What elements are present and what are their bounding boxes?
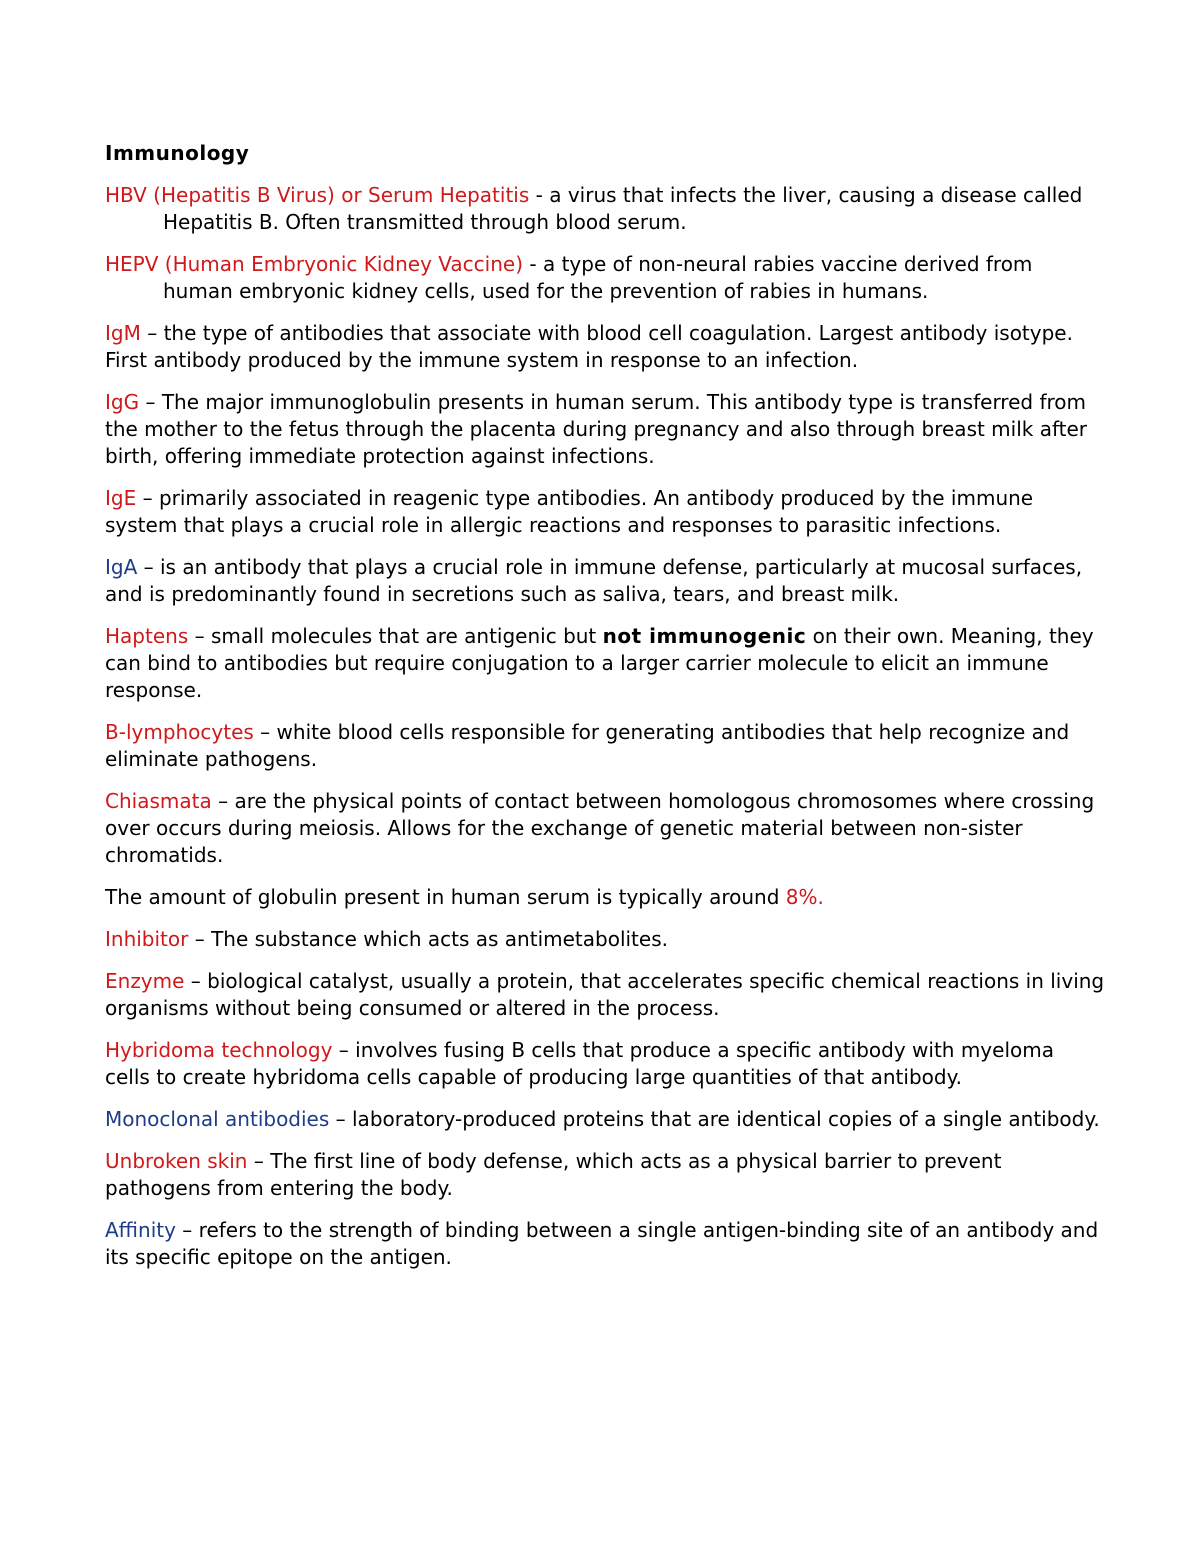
definition-haptens-emphasis: not immunogenic: [602, 624, 807, 648]
definition-inhibitor: The substance which acts as antimetabolites.: [211, 927, 668, 951]
definition-ige: primarily associated in reagenic type antibodies. An antibody produced by the immune system that plays a crucial role in allergic reactions and responses to parasitic infections.: [105, 486, 1034, 537]
term-enzyme: Enzyme: [105, 969, 185, 993]
document-page: [105, 138, 1105, 1286]
entry-igm: [105, 320, 1105, 374]
separator: –: [175, 1218, 199, 1242]
separator: –: [332, 1038, 356, 1062]
globulin-percentage: 8%.: [785, 885, 824, 909]
term-hbv: HBV (Hepatitis B Virus) or Serum Hepatitis: [105, 183, 530, 207]
entry-unbroken-skin: [105, 1148, 1105, 1202]
definition-hepv: a type of non-neural rabies vaccine derived from human embryonic kidney cells, used for the prevention of rabies in humans.: [163, 252, 1033, 303]
definition-igg: The major immunoglobulin presents in human serum. This antibody type is transferred from the mother to the fetus through the placenta during pregnancy and also through breast milk after birth, offering immediate protection against infections.: [105, 390, 1088, 468]
page-title: Immunology: [105, 141, 250, 165]
definition-monoclonal: laboratory-produced proteins that are identical copies of a single antibody.: [352, 1107, 1100, 1131]
term-unbroken-skin: Unbroken skin: [105, 1149, 248, 1173]
term-hepv: HEPV (Human Embryonic Kidney Vaccine): [105, 252, 524, 276]
separator: –: [329, 1107, 352, 1131]
definition-iga: is an antibody that plays a crucial role in immune defense, particularly at mucosal surfaces, and is predominantly found in secretions such as saliva, tears, and breast milk.: [105, 555, 1083, 606]
definition-igm: the type of antibodies that associate with blood cell coagulation. Largest antibody isotype. First antibody produced by the immune system in response to an infection.: [105, 321, 1073, 372]
entry-hbv: [105, 182, 1105, 236]
entry-inhibitor: [105, 926, 1105, 953]
separator: –: [188, 927, 212, 951]
entry-haptens: [105, 623, 1105, 704]
entry-iga: [105, 554, 1105, 608]
entry-igg: [105, 389, 1105, 470]
term-haptens: Haptens: [105, 624, 189, 648]
entry-b-lymphocytes: [105, 719, 1105, 773]
entry-hepv: [105, 251, 1105, 305]
separator: –: [136, 486, 159, 510]
definition-enzyme: biological catalyst, usually a protein, that accelerates specific chemical reactions in living organisms without being consumed or altered in the process.: [105, 969, 1105, 1020]
entry-monoclonal: [105, 1106, 1105, 1133]
term-monoclonal: Monoclonal antibodies: [105, 1107, 330, 1131]
separator: -: [529, 183, 550, 207]
separator: –: [184, 969, 208, 993]
separator: –: [139, 390, 162, 414]
entry-hybridoma: [105, 1037, 1105, 1091]
globulin-sentence: The amount of globulin present in human serum is typically around: [105, 885, 786, 909]
separator: –: [247, 1149, 271, 1173]
separator: –: [137, 555, 160, 579]
definition-hybridoma: involves fusing B cells that produce a specific antibody with myeloma cells to create hybridoma cells capable of producing large quantities of that antibody.: [105, 1038, 1054, 1089]
entry-ige: [105, 485, 1105, 539]
separator: –: [188, 624, 211, 648]
term-chiasmata: Chiasmata: [105, 789, 212, 813]
term-igm: IgM: [105, 321, 141, 345]
term-ige: IgE: [105, 486, 137, 510]
entry-globulin: [105, 884, 1105, 911]
separator: –: [140, 321, 164, 345]
definition-unbroken-skin: The first line of body defense, which acts as a physical barrier to prevent pathogens from entering the body.: [105, 1149, 1002, 1200]
term-iga: IgA: [105, 555, 138, 579]
definition-hbv: a virus that infects the liver, causing a disease called Hepatitis B. Often transmitted through blood serum.: [163, 183, 1083, 234]
entry-affinity: [105, 1217, 1105, 1271]
entry-chiasmata: [105, 788, 1105, 869]
separator: -: [523, 252, 543, 276]
term-b-lymphocytes: B-lymphocytes: [105, 720, 254, 744]
definition-chiasmata: are the physical points of contact between homologous chromosomes where crossing over occurs during meiosis. Allows for the exchange of genetic material between non-sister chromatids.: [105, 789, 1095, 867]
separator: –: [253, 720, 277, 744]
entry-enzyme: [105, 968, 1105, 1022]
term-hybridoma: Hybridoma technology: [105, 1038, 333, 1062]
separator: –: [211, 789, 235, 813]
definition-haptens-part1: small molecules that are antigenic but: [210, 624, 603, 648]
term-igg: IgG: [105, 390, 140, 414]
definition-haptens-part2: on their own. Meaning, they can bind to antibodies but require conjugation to a larger carrier molecule to elicit an immune response.: [105, 624, 1094, 702]
definition-affinity: refers to the strength of binding between a single antigen-binding site of an antibody and its specific epitope on the antigen.: [105, 1218, 1099, 1269]
definition-b-lymphocytes: white blood cells responsible for generating antibodies that help recognize and eliminate pathogens.: [105, 720, 1070, 771]
term-inhibitor: Inhibitor: [105, 927, 189, 951]
term-affinity: Affinity: [105, 1218, 176, 1242]
